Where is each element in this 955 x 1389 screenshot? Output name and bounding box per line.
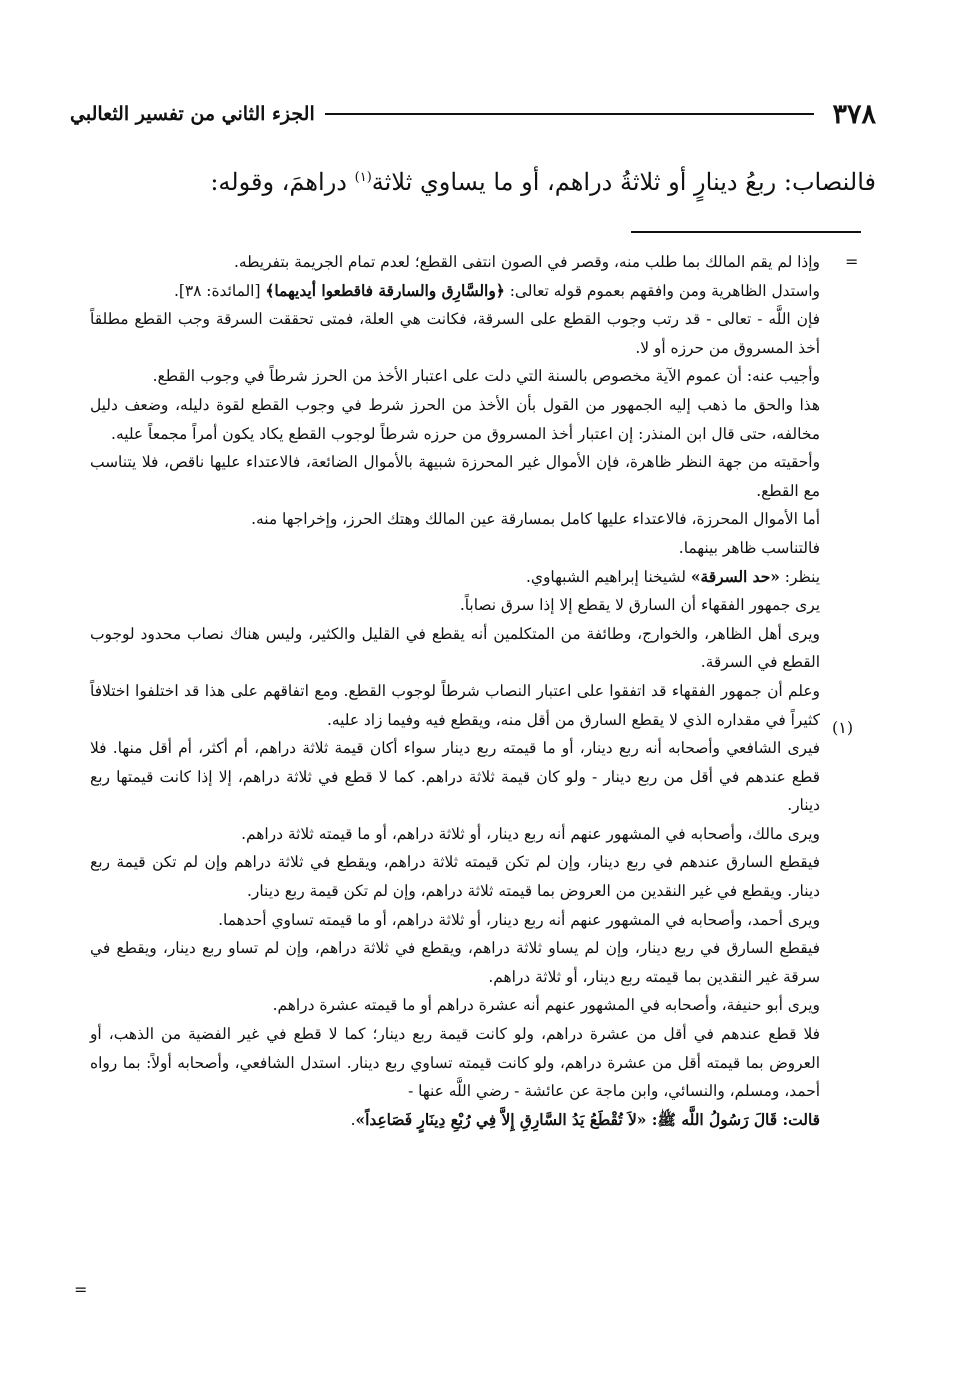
citation: [المائدة: ٣٨]. [173,281,266,300]
footnote-paragraph: فيرى الشافعي وأصحابه أنه ربع دينار، أو ما قيمته ربع دينار سواء أكان قيمة ثلاثة دراهم، أم أكثر، أم أقل منها. فلا قطع عندهم في أقل من ربع دينار - ولو كان قيمة ثلاثة دراهم. كما لا قطع في ثلاثة دراهم، إلا إذا كانت قيمتها ربع دينار. [90,739,820,815]
footnote-text: . [350,1110,356,1129]
footnote-paragraph: ويرى مالك، وأصحابه في المشهور عنهم أنه ربع دينار، أو ثلاثة دراهم، أو ما قيمته ثلاثة دراهم. [241,824,820,843]
footnote-paragraph [90,563,820,592]
footnote-paragraph: ويرى أهل الظاهر، والخوارج، وطائفة من المتكلمين أنه يقطع في القليل والكثير، وليس هناك نصاب محدود لوجوب القطع في السرقة. [90,624,820,672]
continues-next-mark: = [74,1280,88,1299]
main-text-part: فالنصاب: ربعُ دينارٍ أو ثلاثةُ دراهم، أو ما يساوي ثلاثة [371,168,876,196]
footnote-number: (١) [832,718,854,737]
main-text [70,158,876,202]
continuation-mark: = [845,252,859,271]
footnote-paragraph: فإن اللَّه - تعالى - قد رتب وجوب القطع على السرقة، فكانت هي العلة، فمتى تحققت السرقة وجب القطع مطلقاً أخذ المسروق من حرزه أو لا. [90,310,820,357]
footnote-paragraph: وأجيب عنه: أن عموم الآية مخصوص بالسنة التي دلت على اعتبار الأخذ من الحرز شرطاً في وجوب القطع. [152,367,820,386]
footnote-paragraph: ويرى أبو حنيفة، وأصحابه في المشهور عنهم أنه عشرة دراهم أو ما قيمته عشرة دراهم. [272,996,820,1015]
footnote-paragraph: هذا والحق ما ذهب إليه الجمهور من القول بأن الأخذ من الحرز شرط في وجوب القطع لقوة دليله، وضعف دليل مخالفه، حتى قال ابن المنذر: إن اعتبار أخذ المسروق من حرزه شرطاً لوجوب القطع يكاد يكون أمراً مجمعاً عليه. [90,395,820,443]
page-header [70,96,876,132]
footnote-paragraph [90,277,820,306]
footnote-paragraph: أما الأموال المحرزة، فالاعتداء عليها كامل بمسارقة عين المالك وهتك الحرز، وإخراجها منه. [251,510,820,529]
footnote-text: لشيخنا إبراهيم الشبهاوي. [526,567,691,586]
footnote-paragraph: وأحقيته من جهة النظر ظاهرة، فإن الأموال غير المحرزة شبيهة بالأموال الضائعة، فالاعتداء عليها ناقص، فلا يتناسب مع القطع. [90,453,820,500]
footnotes [90,248,820,1134]
footnote-text: قالت: قَالَ رَسُولُ اللَّه ﷺ: [646,1110,820,1129]
footnote-paragraph: وعلم أن جمهور الفقهاء قد اتفقوا على اعتبار النصاب شرطاً لوجوب القطع. ومع اتفاقهم على هذا قد اختلفوا اختلافاً كثيراً في مقداره الذي لا يقطع السارق من أقل منه، ويقطع فيه وفيما زاد عليه. [90,681,820,729]
footnote-text: ينظر: [779,567,820,586]
footnote-paragraph: فيقطع السارق عندهم في ربع دينار، وإن لم تكن قيمته ثلاثة دراهم، ويقطع في ثلاثة دراهم وإن لم تكن قيمة ربع دينار. ويقطع في غير النقدين من العروض بما قيمته ثلاثة دراهم، وإن لم تكن قيمة ربع دينار. [90,853,820,901]
footnote-paragraph: فيقطع السارق في ربع دينار، وإن لم يساو ثلاثة دراهم، ويقطع في ثلاثة دراهم، وإن لم تساو ربع دينار، ويقطع في سرقة غير النقدين بما قيمته ربع دينار، أو ثلاثة دراهم. [90,939,820,986]
footnote-paragraph: ويرى أحمد، وأصحابه في المشهور عنهم أنه ربع دينار، أو ثلاثة دراهم، أو ما قيمته تساوي أحدهما. [218,910,820,929]
footnote-paragraph: فالتناسب ظاهر بينهما. [678,538,820,557]
page-number: ٣٧٨ [832,98,876,130]
header-rule [325,113,815,115]
book-title: «حد السرقة» [690,567,780,586]
footnote-text: واستدل الظاهرية ومن وافقهم بعموم قوله تعالى: [504,281,820,300]
footnote-paragraph: وإذا لم يقم المالك بما طلب منه، وقصر في الصون انتفى القطع؛ لعدم تمام الجريمة بتفريطه. [234,253,820,271]
footnote-separator [631,231,861,233]
footnote-ref: (١) [354,170,372,185]
running-title: الجزء الثاني من تفسير الثعالبي [70,103,315,125]
footnote-paragraph [90,1106,820,1135]
hadith-quote: «لاَ تُقْطَعُ يَدُ السَّارِقِ إِلاَّ فِي رُبْعِ دِينَارٍ فَصَاعِداً» [355,1110,647,1129]
footnote-paragraph: فلا قطع عندهم في أقل من عشرة دراهم، ولو كانت قيمة ربع دينار؛ كما لا قطع في غير الفضية من الذهب، أو العروض بما قيمته أقل من عشرة دراهم، ولو كانت قيمته تساوي ربع دينار. استدل الشافعي، وأصحابه أولاً: بما رواه أحمد، ومسلم، والنسائي، وابن ماجة عن عائشة - رضي اللَّه عنها - [90,1025,820,1101]
quran-verse: ﴿والسَّارِق والسارقة فاقطعوا أيديهما﴾ [265,281,505,300]
main-text-part: دراهمَ، وقوله: [210,168,355,196]
footnote-paragraph: يرى جمهور الفقهاء أن السارق لا يقطع إلا إذا سرق نصاباً. [459,596,820,615]
